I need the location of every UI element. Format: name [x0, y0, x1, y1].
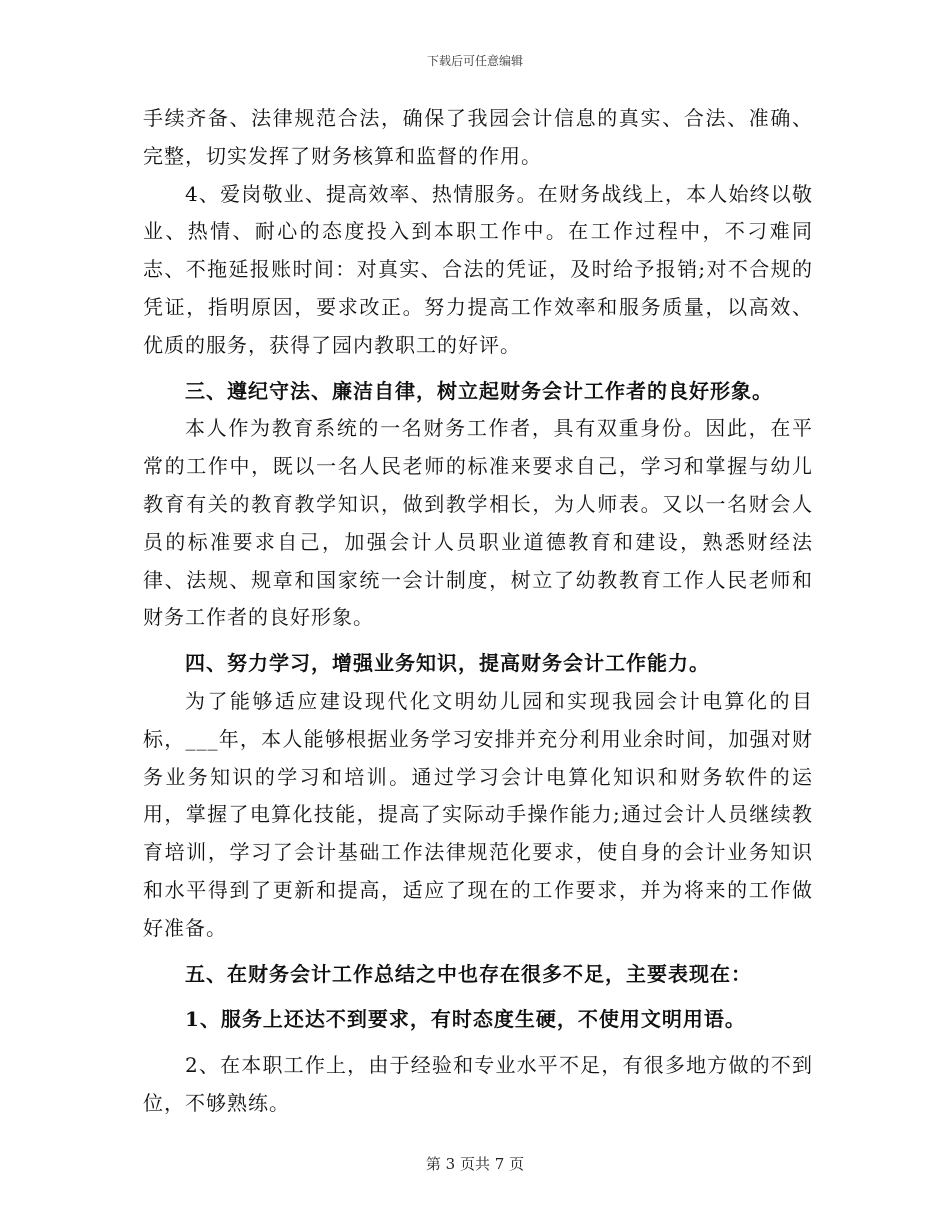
paragraph-continuation: 手续齐备、法律规范合法，确保了我园会计信息的真实、合法、准确、完整，切实发挥了财务核算和监督的作用。	[143, 106, 813, 168]
section-heading-5: 五、在财务会计工作总结之中也存在很多不足，主要表现在：	[185, 961, 752, 986]
section-heading-3: 三、遵纪守法、廉洁自律，树立起财务会计工作者的良好形象。	[185, 378, 773, 403]
document-body	[143, 100, 813, 1123]
page-footer: 第 3 页共 7 页	[425, 1155, 525, 1173]
paragraph-section-3-body: 本人作为教育系统的一名财务工作者，具有双重身份。因此，在平常的工作中，既以一名人民老师的标准来要求自己，学习和掌握与幼儿教育有关的教育教学知识，做到教学相长，为人师表。又以一名财会人员的标准要求自己，加强会计人员职业道德教育和建设，熟悉财经法律、法规、规章和国家统一会计制度，树立了幼教教育工作人民老师和财务工作者的良好形象。	[143, 416, 813, 630]
page-header: 下载后可任意编辑	[426, 54, 523, 68]
paragraph-item-4: 4、爱岗敬业、提高效率、热情服务。在财务战线上，本人始终以敬业、热情、耐心的态度投入到本职工作中。在工作过程中，不刁难同志、不拖延报账时间：对真实、合法的凭证，及时给予报销;对不合规的凭证，指明原因，要求改正。努力提高工作效率和服务质量，以高效、优质的服务，获得了园内教职工的好评。	[143, 181, 813, 357]
paragraph-section-4-body: 为了能够适应建设现代化文明幼儿园和实现我园会计电算化的目标，___年，本人能够根据业务学习安排并充分利用业余时间，加强对财务业务知识的学习和培训。通过学习会计电算化知识和财务软件的运用，掌握了电算化技能，提高了实际动手操作能力;通过会计人员继续教育培训，学习了会计基础工作法律规范化要求，使自身的会计业务知识和水平得到了更新和提高，适应了现在的工作要求，并为将来的工作做好准备。	[143, 688, 813, 940]
section-heading-4: 四、努力学习，增强业务知识，提高财务会计工作能力。	[185, 651, 710, 676]
shortcoming-item-2: 2、在本职工作上，由于经验和专业水平不足，有很多地方做的不到位，不够熟练。	[143, 1053, 813, 1115]
shortcoming-item-1: 1、服务上还达不到要求，有时态度生硬，不使用文明用语。	[185, 1007, 746, 1032]
